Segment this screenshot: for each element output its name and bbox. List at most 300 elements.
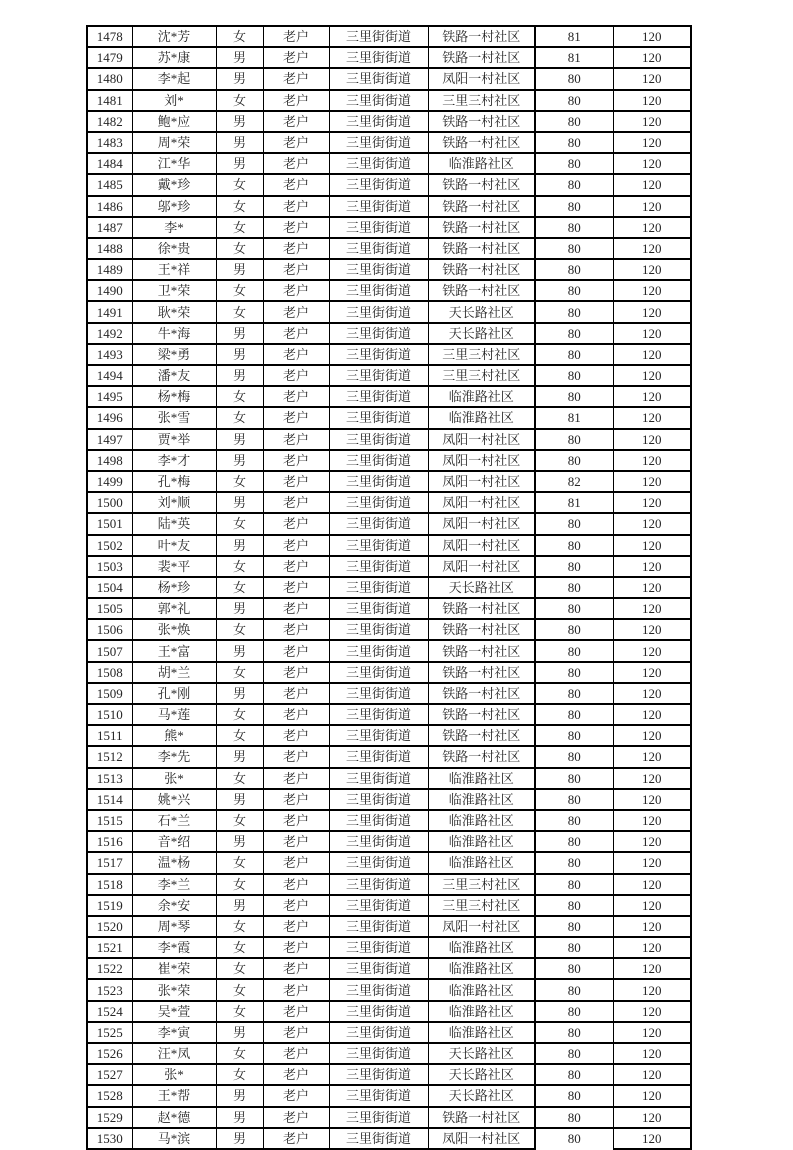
cell-serial-number: 1511 [87, 725, 132, 746]
cell-gender: 男 [216, 450, 263, 471]
cell-household-type: 老户 [263, 259, 329, 280]
cell-value-b: 120 [613, 979, 691, 1000]
cell-serial-number: 1528 [87, 1085, 132, 1106]
cell-name: 熊* [132, 725, 216, 746]
cell-street: 三里街街道 [329, 386, 428, 407]
cell-community: 铁路一村社区 [428, 640, 535, 661]
cell-household-type: 老户 [263, 471, 329, 492]
cell-gender: 男 [216, 344, 263, 365]
cell-street: 三里街街道 [329, 1064, 428, 1085]
cell-serial-number: 1530 [87, 1128, 132, 1149]
cell-community: 铁路一村社区 [428, 111, 535, 132]
cell-gender: 男 [216, 895, 263, 916]
cell-community: 临淮路社区 [428, 958, 535, 979]
cell-value-a: 81 [535, 47, 613, 68]
cell-value-b: 120 [613, 196, 691, 217]
cell-serial-number: 1501 [87, 513, 132, 534]
cell-value-b: 120 [613, 1128, 691, 1149]
cell-community: 铁路一村社区 [428, 725, 535, 746]
cell-household-type: 老户 [263, 492, 329, 513]
cell-value-a: 80 [535, 217, 613, 238]
table-row [87, 1001, 691, 1022]
cell-street: 三里街街道 [329, 810, 428, 831]
cell-serial-number: 1478 [87, 26, 132, 47]
cell-household-type: 老户 [263, 365, 329, 386]
cell-value-a: 80 [535, 725, 613, 746]
cell-community: 铁路一村社区 [428, 704, 535, 725]
cell-household-type: 老户 [263, 47, 329, 68]
table-row [87, 768, 691, 789]
cell-street: 三里街街道 [329, 1107, 428, 1128]
table-row [87, 937, 691, 958]
cell-name: 张*焕 [132, 619, 216, 640]
table-row [87, 556, 691, 577]
cell-value-b: 120 [613, 132, 691, 153]
cell-community: 天长路社区 [428, 1064, 535, 1085]
cell-street: 三里街街道 [329, 174, 428, 195]
table-row [87, 895, 691, 916]
cell-household-type: 老户 [263, 979, 329, 1000]
table-row [87, 259, 691, 280]
cell-household-type: 老户 [263, 132, 329, 153]
cell-household-type: 老户 [263, 111, 329, 132]
cell-community: 临淮路社区 [428, 979, 535, 1000]
cell-serial-number: 1486 [87, 196, 132, 217]
cell-community: 凤阳一村社区 [428, 471, 535, 492]
cell-value-b: 120 [613, 852, 691, 873]
cell-street: 三里街街道 [329, 937, 428, 958]
cell-community: 铁路一村社区 [428, 1107, 535, 1128]
cell-serial-number: 1481 [87, 90, 132, 111]
cell-household-type: 老户 [263, 217, 329, 238]
cell-gender: 男 [216, 535, 263, 556]
cell-serial-number: 1497 [87, 429, 132, 450]
cell-value-a: 80 [535, 450, 613, 471]
cell-value-b: 120 [613, 916, 691, 937]
table-row [87, 68, 691, 89]
cell-household-type: 老户 [263, 937, 329, 958]
cell-name: 卫*荣 [132, 280, 216, 301]
cell-value-a: 80 [535, 174, 613, 195]
cell-serial-number: 1491 [87, 301, 132, 322]
cell-value-a: 80 [535, 513, 613, 534]
cell-household-type: 老户 [263, 196, 329, 217]
cell-gender: 男 [216, 111, 263, 132]
roster-body [87, 26, 691, 1149]
cell-value-a: 80 [535, 640, 613, 661]
cell-name: 马*滨 [132, 1128, 216, 1149]
cell-value-b: 120 [613, 429, 691, 450]
table-row [87, 979, 691, 1000]
cell-household-type: 老户 [263, 640, 329, 661]
cell-serial-number: 1508 [87, 662, 132, 683]
cell-community: 临淮路社区 [428, 386, 535, 407]
cell-gender: 女 [216, 725, 263, 746]
cell-value-b: 120 [613, 174, 691, 195]
table-row [87, 450, 691, 471]
cell-household-type: 老户 [263, 725, 329, 746]
cell-serial-number: 1520 [87, 916, 132, 937]
cell-value-a: 81 [535, 26, 613, 47]
table-row [87, 153, 691, 174]
cell-gender: 女 [216, 768, 263, 789]
table-row [87, 1085, 691, 1106]
cell-gender: 女 [216, 386, 263, 407]
cell-value-b: 120 [613, 365, 691, 386]
cell-gender: 女 [216, 238, 263, 259]
cell-street: 三里街街道 [329, 111, 428, 132]
cell-street: 三里街街道 [329, 68, 428, 89]
cell-name: 牛*海 [132, 323, 216, 344]
cell-gender: 女 [216, 916, 263, 937]
cell-value-b: 120 [613, 280, 691, 301]
cell-serial-number: 1517 [87, 852, 132, 873]
cell-value-a: 82 [535, 471, 613, 492]
cell-name: 王*帮 [132, 1085, 216, 1106]
cell-value-b: 120 [613, 1107, 691, 1128]
cell-household-type: 老户 [263, 1128, 329, 1149]
cell-community: 铁路一村社区 [428, 683, 535, 704]
cell-serial-number: 1496 [87, 407, 132, 428]
cell-value-b: 120 [613, 704, 691, 725]
cell-name: 李*才 [132, 450, 216, 471]
cell-street: 三里街街道 [329, 217, 428, 238]
cell-household-type: 老户 [263, 26, 329, 47]
cell-gender: 男 [216, 1022, 263, 1043]
cell-serial-number: 1498 [87, 450, 132, 471]
cell-household-type: 老户 [263, 810, 329, 831]
cell-community: 铁路一村社区 [428, 662, 535, 683]
cell-name: 崔*荣 [132, 958, 216, 979]
cell-serial-number: 1510 [87, 704, 132, 725]
cell-street: 三里街街道 [329, 683, 428, 704]
cell-value-a: 80 [535, 598, 613, 619]
cell-community: 凤阳一村社区 [428, 1128, 535, 1149]
cell-name: 李*兰 [132, 874, 216, 895]
cell-value-b: 120 [613, 259, 691, 280]
cell-serial-number: 1479 [87, 47, 132, 68]
cell-street: 三里街街道 [329, 979, 428, 1000]
table-row [87, 492, 691, 513]
cell-street: 三里街街道 [329, 662, 428, 683]
cell-community: 凤阳一村社区 [428, 68, 535, 89]
cell-name: 邬*珍 [132, 196, 216, 217]
cell-community: 临淮路社区 [428, 789, 535, 810]
cell-street: 三里街街道 [329, 746, 428, 767]
cell-household-type: 老户 [263, 789, 329, 810]
cell-value-b: 120 [613, 111, 691, 132]
cell-household-type: 老户 [263, 874, 329, 895]
cell-street: 三里街街道 [329, 429, 428, 450]
cell-street: 三里街街道 [329, 895, 428, 916]
cell-value-b: 120 [613, 874, 691, 895]
cell-gender: 男 [216, 365, 263, 386]
cell-community: 铁路一村社区 [428, 174, 535, 195]
cell-serial-number: 1519 [87, 895, 132, 916]
cell-value-a: 80 [535, 259, 613, 280]
cell-street: 三里街街道 [329, 725, 428, 746]
cell-name: 潘*友 [132, 365, 216, 386]
cell-household-type: 老户 [263, 450, 329, 471]
cell-community: 临淮路社区 [428, 1001, 535, 1022]
cell-serial-number: 1516 [87, 831, 132, 852]
cell-name: 叶*友 [132, 535, 216, 556]
cell-value-b: 120 [613, 725, 691, 746]
cell-value-b: 120 [613, 492, 691, 513]
cell-gender: 男 [216, 1128, 263, 1149]
cell-gender: 女 [216, 174, 263, 195]
cell-serial-number: 1527 [87, 1064, 132, 1085]
cell-value-a: 81 [535, 407, 613, 428]
cell-street: 三里街街道 [329, 598, 428, 619]
cell-community: 铁路一村社区 [428, 196, 535, 217]
cell-value-a: 80 [535, 556, 613, 577]
cell-serial-number: 1495 [87, 386, 132, 407]
cell-community: 凤阳一村社区 [428, 513, 535, 534]
cell-value-b: 120 [613, 1022, 691, 1043]
cell-value-a: 80 [535, 1001, 613, 1022]
cell-value-a: 80 [535, 1107, 613, 1128]
table-row [87, 1043, 691, 1064]
cell-value-b: 120 [613, 1043, 691, 1064]
table-row [87, 852, 691, 873]
cell-serial-number: 1480 [87, 68, 132, 89]
cell-serial-number: 1482 [87, 111, 132, 132]
cell-gender: 女 [216, 662, 263, 683]
cell-household-type: 老户 [263, 895, 329, 916]
cell-community: 铁路一村社区 [428, 132, 535, 153]
cell-household-type: 老户 [263, 238, 329, 259]
table-row [87, 810, 691, 831]
cell-name: 张*雪 [132, 407, 216, 428]
cell-name: 李* [132, 217, 216, 238]
cell-value-b: 120 [613, 323, 691, 344]
cell-serial-number: 1502 [87, 535, 132, 556]
cell-value-b: 120 [613, 471, 691, 492]
cell-street: 三里街街道 [329, 47, 428, 68]
cell-community: 三里三村社区 [428, 874, 535, 895]
cell-gender: 女 [216, 1001, 263, 1022]
cell-community: 临淮路社区 [428, 852, 535, 873]
cell-name: 贾*举 [132, 429, 216, 450]
cell-serial-number: 1522 [87, 958, 132, 979]
cell-street: 三里街街道 [329, 789, 428, 810]
cell-community: 铁路一村社区 [428, 217, 535, 238]
cell-name: 孔*刚 [132, 683, 216, 704]
cell-value-b: 120 [613, 640, 691, 661]
cell-serial-number: 1526 [87, 1043, 132, 1064]
cell-serial-number: 1490 [87, 280, 132, 301]
cell-value-a: 80 [535, 937, 613, 958]
cell-serial-number: 1503 [87, 556, 132, 577]
cell-value-a: 80 [535, 683, 613, 704]
cell-value-b: 120 [613, 68, 691, 89]
cell-name: 周*琴 [132, 916, 216, 937]
cell-value-b: 120 [613, 683, 691, 704]
cell-value-a: 80 [535, 386, 613, 407]
cell-household-type: 老户 [263, 768, 329, 789]
cell-street: 三里街街道 [329, 619, 428, 640]
cell-value-a: 80 [535, 746, 613, 767]
cell-household-type: 老户 [263, 407, 329, 428]
cell-community: 三里三村社区 [428, 895, 535, 916]
cell-street: 三里街街道 [329, 1085, 428, 1106]
table-row [87, 598, 691, 619]
table-row [87, 831, 691, 852]
cell-value-a: 80 [535, 916, 613, 937]
cell-name: 梁*勇 [132, 344, 216, 365]
cell-name: 石*兰 [132, 810, 216, 831]
cell-value-b: 120 [613, 217, 691, 238]
cell-gender: 男 [216, 1085, 263, 1106]
cell-street: 三里街街道 [329, 1043, 428, 1064]
cell-gender: 男 [216, 492, 263, 513]
cell-street: 三里街街道 [329, 301, 428, 322]
cell-serial-number: 1505 [87, 598, 132, 619]
cell-household-type: 老户 [263, 301, 329, 322]
table-row [87, 725, 691, 746]
cell-value-a: 80 [535, 238, 613, 259]
cell-household-type: 老户 [263, 153, 329, 174]
cell-value-b: 120 [613, 238, 691, 259]
cell-name: 郭*礼 [132, 598, 216, 619]
cell-name: 沈*芳 [132, 26, 216, 47]
cell-value-a: 80 [535, 365, 613, 386]
cell-community: 凤阳一村社区 [428, 556, 535, 577]
cell-street: 三里街街道 [329, 1001, 428, 1022]
cell-serial-number: 1493 [87, 344, 132, 365]
cell-gender: 女 [216, 26, 263, 47]
cell-name: 鲍*应 [132, 111, 216, 132]
cell-value-a: 80 [535, 323, 613, 344]
cell-gender: 男 [216, 789, 263, 810]
cell-gender: 男 [216, 683, 263, 704]
cell-value-a: 80 [535, 111, 613, 132]
cell-community: 凤阳一村社区 [428, 429, 535, 450]
cell-gender: 女 [216, 513, 263, 534]
cell-name: 陆*英 [132, 513, 216, 534]
cell-value-b: 120 [613, 1064, 691, 1085]
cell-community: 凤阳一村社区 [428, 916, 535, 937]
cell-name: 周*荣 [132, 132, 216, 153]
cell-street: 三里街街道 [329, 852, 428, 873]
cell-gender: 女 [216, 958, 263, 979]
cell-value-a: 80 [535, 132, 613, 153]
cell-value-a: 80 [535, 429, 613, 450]
cell-gender: 男 [216, 598, 263, 619]
table-row [87, 47, 691, 68]
cell-value-a: 80 [535, 280, 613, 301]
cell-serial-number: 1529 [87, 1107, 132, 1128]
cell-gender: 男 [216, 47, 263, 68]
cell-name: 刘* [132, 90, 216, 111]
table-row [87, 323, 691, 344]
cell-community: 临淮路社区 [428, 831, 535, 852]
cell-value-b: 120 [613, 90, 691, 111]
table-row [87, 132, 691, 153]
table-row [87, 280, 691, 301]
cell-street: 三里街街道 [329, 1022, 428, 1043]
cell-serial-number: 1485 [87, 174, 132, 195]
cell-value-b: 120 [613, 556, 691, 577]
cell-community: 临淮路社区 [428, 153, 535, 174]
cell-value-b: 120 [613, 26, 691, 47]
cell-household-type: 老户 [263, 746, 329, 767]
cell-serial-number: 1494 [87, 365, 132, 386]
cell-value-b: 120 [613, 810, 691, 831]
cell-value-a: 80 [535, 789, 613, 810]
cell-community: 天长路社区 [428, 577, 535, 598]
cell-serial-number: 1524 [87, 1001, 132, 1022]
cell-household-type: 老户 [263, 280, 329, 301]
cell-community: 天长路社区 [428, 301, 535, 322]
cell-gender: 女 [216, 471, 263, 492]
cell-gender: 女 [216, 937, 263, 958]
table-row [87, 958, 691, 979]
cell-name: 温*杨 [132, 852, 216, 873]
cell-value-b: 120 [613, 450, 691, 471]
cell-household-type: 老户 [263, 174, 329, 195]
table-row [87, 111, 691, 132]
cell-gender: 女 [216, 619, 263, 640]
cell-value-a: 80 [535, 577, 613, 598]
cell-community: 铁路一村社区 [428, 26, 535, 47]
cell-value-a: 80 [535, 1022, 613, 1043]
table-row [87, 535, 691, 556]
cell-name: 汪*凤 [132, 1043, 216, 1064]
cell-value-a: 80 [535, 196, 613, 217]
cell-street: 三里街街道 [329, 90, 428, 111]
cell-value-b: 120 [613, 407, 691, 428]
cell-serial-number: 1489 [87, 259, 132, 280]
cell-household-type: 老户 [263, 683, 329, 704]
cell-value-b: 120 [613, 1085, 691, 1106]
cell-household-type: 老户 [263, 1085, 329, 1106]
cell-street: 三里街街道 [329, 831, 428, 852]
cell-name: 赵*德 [132, 1107, 216, 1128]
cell-gender: 女 [216, 280, 263, 301]
cell-street: 三里街街道 [329, 471, 428, 492]
cell-serial-number: 1506 [87, 619, 132, 640]
cell-gender: 男 [216, 640, 263, 661]
cell-gender: 男 [216, 153, 263, 174]
cell-value-a: 80 [535, 1043, 613, 1064]
table-row [87, 386, 691, 407]
cell-household-type: 老户 [263, 662, 329, 683]
cell-value-a: 80 [535, 768, 613, 789]
cell-street: 三里街街道 [329, 280, 428, 301]
cell-street: 三里街街道 [329, 365, 428, 386]
cell-gender: 女 [216, 407, 263, 428]
cell-value-a: 80 [535, 619, 613, 640]
cell-street: 三里街街道 [329, 513, 428, 534]
cell-gender: 女 [216, 301, 263, 322]
cell-community: 铁路一村社区 [428, 598, 535, 619]
cell-community: 临淮路社区 [428, 768, 535, 789]
cell-name: 王*祥 [132, 259, 216, 280]
table-row [87, 1064, 691, 1085]
cell-serial-number: 1515 [87, 810, 132, 831]
cell-value-b: 120 [613, 344, 691, 365]
table-row [87, 407, 691, 428]
cell-name: 戴*珍 [132, 174, 216, 195]
cell-name: 李*先 [132, 746, 216, 767]
cell-street: 三里街街道 [329, 323, 428, 344]
table-row [87, 90, 691, 111]
cell-community: 天长路社区 [428, 323, 535, 344]
cell-street: 三里街街道 [329, 492, 428, 513]
table-row [87, 916, 691, 937]
